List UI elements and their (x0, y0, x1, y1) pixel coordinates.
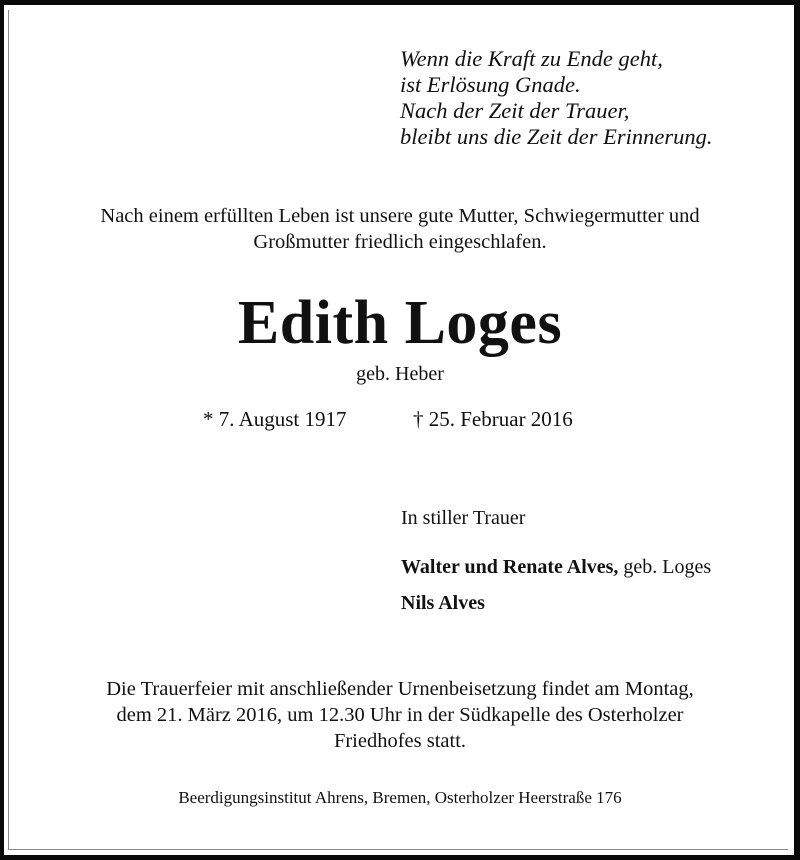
service-line: dem 21. März 2016, um 12.30 Uhr in der Südkapelle des Osterholzer (116, 704, 684, 726)
mourners-list (401, 549, 711, 621)
intro-line: Großmutter friedlich eingeschlafen. (253, 231, 547, 253)
mourner-entry (401, 549, 711, 585)
poem-line: Nach der Zeit der Trauer, (400, 98, 630, 123)
mourner-name: Walter und Renate Alves, (401, 556, 619, 578)
maiden-name: geb. Heber (356, 363, 444, 385)
poem (400, 46, 712, 150)
mourning-heading: In stiller Trauer (401, 507, 526, 529)
deceased-name: Edith Loges (237, 289, 563, 357)
funeral-home: Beerdigungsinstitut Ahrens, Bremen, Osterholzer Heerstraße 176 (178, 788, 622, 807)
poem-line: bleibt uns die Zeit der Erinnerung. (400, 124, 713, 149)
mourner-name: Nils Alves (401, 592, 485, 614)
service-line: Die Trauerfeier mit anschließender Urnenbeisetzung findet am Montag, (106, 678, 694, 700)
birth-date: * 7. August 1917 (203, 407, 347, 431)
poem-line: ist Erlösung Gnade. (400, 72, 581, 97)
intro-line: Nach einem erfüllten Leben ist unsere gute Mutter, Schwiegermutter und (100, 205, 700, 227)
service-line: Friedhofes statt. (333, 730, 467, 752)
intro-text (0, 203, 800, 255)
mourner-entry (401, 585, 711, 621)
death-date: † 25. Februar 2016 (413, 407, 573, 431)
service-details (0, 676, 800, 754)
mourner-note: geb. Loges (618, 556, 712, 578)
poem-line: Wenn die Kraft zu Ende geht, (400, 46, 663, 71)
